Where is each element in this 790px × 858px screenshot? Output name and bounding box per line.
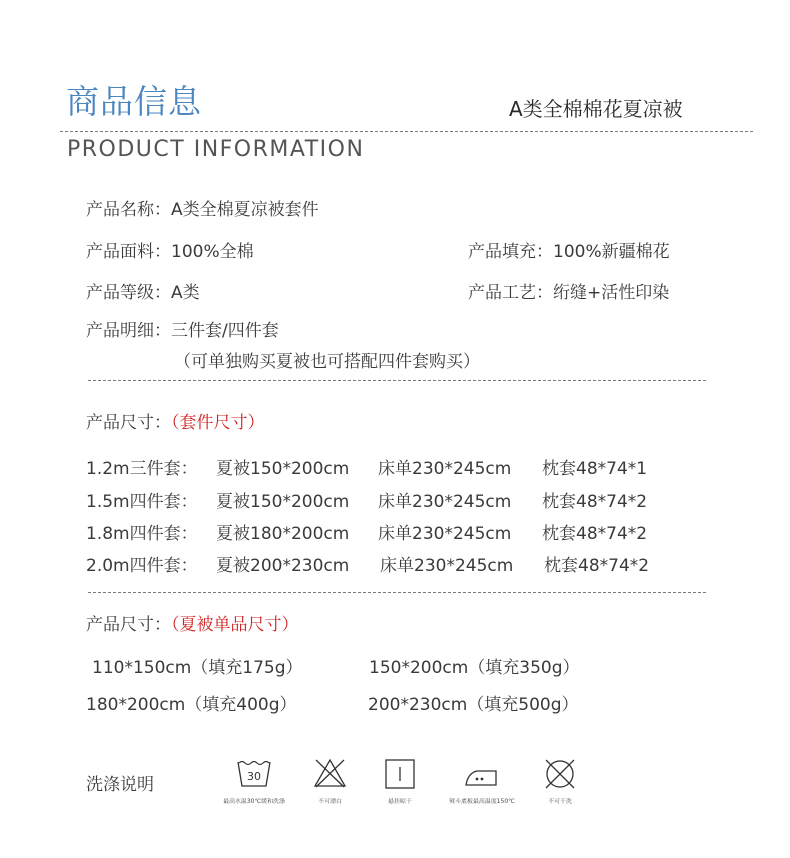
iron-icon: [463, 763, 499, 789]
size-single-tag: （夏被单品尺寸）: [171, 615, 299, 635]
size-row-set: 1.5m四件套：: [86, 492, 198, 512]
size-row-quilt: 夏被150*200cm: [216, 492, 350, 512]
size-row-pillow: 枕套48*74*2: [544, 556, 650, 576]
care-text: 熨斗底板最高温度150℃: [449, 797, 515, 805]
header-divider: [60, 131, 753, 132]
care-text: 最高水温30℃缓和洗涤: [223, 797, 285, 805]
size-set-tag: （套件尺寸）: [171, 413, 265, 433]
size-row-quilt: 夏被200*230cm: [216, 556, 350, 576]
size-single-heading: [86, 610, 299, 635]
info-divider: [88, 380, 706, 381]
size-row-pillow: 枕套48*74*1: [542, 459, 648, 479]
care-text: 悬挂晾干: [388, 797, 412, 805]
size-divider: [88, 592, 706, 593]
size-set-label: 产品尺寸：: [86, 413, 171, 433]
care-text: 不可干洗: [548, 797, 572, 805]
info-craft: 产品工艺：绗缝+活性印染: [468, 283, 670, 303]
size-single-item: 110*150cm（填充175g）: [92, 658, 303, 678]
size-row-set: 1.8m四件套：: [86, 524, 198, 544]
size-single-item: 180*200cm（填充400g）: [86, 695, 297, 715]
size-single-label: 产品尺寸：: [86, 615, 171, 635]
size-row-sheet: 床单230*245cm: [380, 556, 514, 576]
info-name: 产品名称：A类全棉夏凉被套件: [86, 200, 319, 220]
size-row-pillow: 枕套48*74*2: [542, 492, 648, 512]
size-row-sheet: 床单230*245cm: [378, 492, 512, 512]
size-row-set: 2.0m四件套：: [86, 556, 198, 576]
page-title: 商品信息: [66, 82, 202, 121]
hang-dry-icon: [384, 758, 416, 790]
size-set-heading: [86, 408, 265, 433]
page-subtitle: PRODUCT INFORMATION: [67, 137, 365, 162]
product-name: A类全棉棉花夏凉被: [509, 97, 683, 121]
care-text: 不可漂白: [318, 797, 342, 805]
size-row-sheet: 床单230*245cm: [378, 459, 512, 479]
wash-30-icon: [236, 758, 272, 790]
size-single-item: 150*200cm（填充350g）: [369, 658, 580, 678]
size-row-set: 1.2m三件套：: [86, 459, 198, 479]
no-dry-clean-icon: [543, 757, 577, 791]
wash-temp: 30: [247, 770, 261, 783]
size-row-pillow: 枕套48*74*2: [542, 524, 648, 544]
size-row-quilt: 夏被150*200cm: [216, 459, 350, 479]
info-fabric: 产品面料：100%全棉: [86, 242, 254, 262]
info-filling: 产品填充：100%新疆棉花: [468, 242, 670, 262]
info-detail-note: （可单独购买夏被也可搭配四件套购买）: [174, 352, 480, 372]
info-detail: 产品明细：三件套/四件套: [86, 321, 279, 341]
care-label: 洗涤说明: [86, 775, 154, 795]
no-bleach-icon: [313, 757, 347, 789]
size-single-item: 200*230cm（填充500g）: [368, 695, 579, 715]
info-grade: 产品等级：A类: [86, 283, 200, 303]
size-row-quilt: 夏被180*200cm: [216, 524, 350, 544]
size-row-sheet: 床单230*245cm: [378, 524, 512, 544]
